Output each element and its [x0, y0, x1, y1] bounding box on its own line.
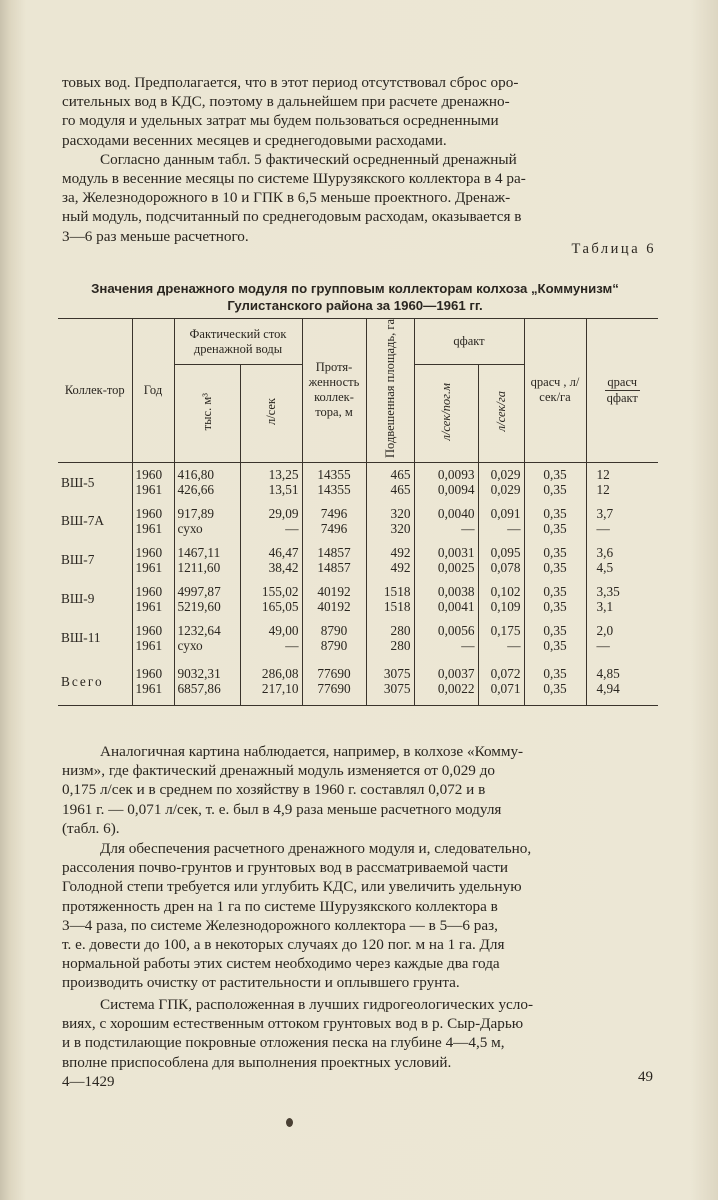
- cell-value: —: [285, 520, 299, 536]
- cell-value: 0,35: [543, 505, 567, 521]
- cell-value: 1961: [135, 520, 163, 536]
- cell-q-ha: [478, 462, 524, 501]
- text-line: Согласно данным табл. 5 фактический осредненный дренажный: [100, 150, 517, 168]
- cell-q-m: [414, 462, 478, 501]
- header-year: Год: [132, 319, 174, 463]
- header-flow-l-per-sec-text: л/сек: [263, 397, 278, 425]
- table-caption: Таблица 6: [571, 241, 656, 257]
- text-line: сительных вод в КДС, поэтому в дальнейшем при расчете дренажно-: [62, 93, 510, 111]
- cell-value: 0,35: [543, 637, 567, 653]
- table-title: [55, 280, 655, 314]
- ratio-denominator: qфакт: [606, 390, 638, 405]
- cell-q-ha: [478, 540, 524, 579]
- cell-value: 165,05: [261, 598, 299, 614]
- cell-value: 155,02: [261, 583, 299, 599]
- cell-flow-m3: [174, 579, 240, 618]
- table-row: [58, 657, 658, 705]
- text-line: рассоления почво-грунтов и грунтовых вод в рассматриваемой части: [62, 859, 509, 877]
- cell-value: 3,1: [596, 598, 614, 614]
- table-title-line: Значения дренажного модуля по групповым коллекторам колхоза „Коммунизм“: [91, 281, 619, 296]
- cell-value: 0,0031: [437, 544, 475, 560]
- cell-value: 0,0093: [437, 466, 475, 482]
- cell-value: 4,85: [596, 665, 620, 681]
- text-line: т. е. довести до 100, а в некоторых случаях до 120 пог. м на 1 га. Для: [62, 936, 505, 954]
- collector-name: ВШ-11: [58, 618, 132, 657]
- cell-ratio: [586, 579, 658, 618]
- cell-length: [302, 657, 366, 705]
- cell-value: 14355: [317, 482, 351, 498]
- table-row: [58, 501, 658, 540]
- cell-flow-ls: [240, 579, 302, 618]
- text-line: расходами весенних месяцев и среднегодовыми расходами.: [62, 131, 447, 149]
- header-area: [366, 319, 414, 463]
- cell-value: —: [507, 520, 521, 536]
- cell-q-ha: [478, 618, 524, 657]
- cell-value: 1467,11: [177, 544, 221, 560]
- cell-value: 0,0041: [437, 598, 475, 614]
- body-paragraph-3: [62, 995, 654, 1072]
- header-q-fact-per-m: [414, 365, 478, 463]
- cell-area: [366, 462, 414, 501]
- cell-length: [302, 618, 366, 657]
- cell-value: 0,175: [490, 622, 521, 638]
- cell-value: 77690: [317, 681, 351, 697]
- cell-q-calc: [524, 657, 586, 705]
- cell-value: 0,029: [490, 466, 521, 482]
- cell-q-calc: [524, 618, 586, 657]
- cell-value: 3,6: [596, 544, 614, 560]
- cell-value: 1960: [135, 544, 163, 560]
- cell-value: —: [596, 637, 610, 653]
- cell-value: 492: [390, 559, 411, 575]
- cell-value: 7496: [320, 505, 348, 521]
- cell-value: 0,0056: [437, 622, 475, 638]
- cell-flow-m3: [174, 540, 240, 579]
- cell-value: сухо: [177, 520, 203, 536]
- cell-value: 46,47: [268, 544, 299, 560]
- header-q-fact-per-m-text: л/сек/пог.м: [438, 382, 453, 441]
- text-line: Аналогичная картина наблюдается, например, в колхозе «Комму-: [100, 743, 524, 760]
- cell-value: 286,08: [261, 665, 299, 681]
- header-q-calc: qрасч , л/сек/га: [524, 319, 586, 463]
- body-paragraph-1: [62, 742, 654, 838]
- cell-value: 1961: [135, 637, 163, 653]
- cell-ratio: [586, 618, 658, 657]
- cell-q-ha: [478, 501, 524, 540]
- cell-years: [132, 618, 174, 657]
- cell-flow-m3: [174, 501, 240, 540]
- cell-q-m: [414, 657, 478, 705]
- cell-value: 0,35: [543, 583, 567, 599]
- text-line: вполне приспособлена для выполнения проектных условий.: [62, 1053, 452, 1071]
- cell-ratio: [586, 540, 658, 579]
- printer-signature: 4—1429: [62, 1074, 115, 1090]
- cell-value: 3,35: [596, 583, 620, 599]
- cell-q-m: [414, 540, 478, 579]
- cell-years: [132, 657, 174, 705]
- cell-value: 0,35: [543, 598, 567, 614]
- cell-value: 5219,60: [177, 598, 221, 614]
- cell-q-calc: [524, 462, 586, 501]
- cell-value: 0,35: [543, 622, 567, 638]
- cell-value: 465: [390, 466, 411, 482]
- cell-value: 0,0040: [437, 505, 475, 521]
- text-line: и в подстилающие покровные отложения песка на глубине 4—4,5 м,: [62, 1034, 505, 1052]
- intro-paragraph: [62, 73, 654, 246]
- table-row: [58, 618, 658, 657]
- header-length: Протя-женность коллек-тора, м: [302, 319, 366, 463]
- cell-flow-ls: [240, 540, 302, 579]
- cell-flow-ls: [240, 462, 302, 501]
- cell-value: 4,5: [596, 559, 614, 575]
- cell-value: 1232,64: [177, 622, 221, 638]
- cell-value: 4997,87: [177, 583, 221, 599]
- text-line: Система ГПК, расположенная в лучших гидрогеологических усло-: [100, 996, 534, 1013]
- cell-years: [132, 501, 174, 540]
- cell-value: 0,0025: [437, 559, 475, 575]
- cell-value: 0,072: [490, 665, 521, 681]
- cell-flow-m3: [174, 462, 240, 501]
- table-row: [58, 462, 658, 501]
- header-q-fact-per-ha-text: л/сек/га: [493, 391, 508, 432]
- text-line: 1961 г. — 0,071 л/сек, т. е. был в 4,9 раза меньше расчетного модуля: [62, 800, 502, 818]
- cell-value: 12: [596, 466, 610, 482]
- cell-value: 0,0094: [437, 482, 475, 498]
- cell-value: —: [596, 520, 610, 536]
- ratio-fraction: [605, 375, 640, 406]
- header-area-text: Подвешенная площадь, га: [382, 319, 397, 458]
- cell-value: 49,00: [268, 622, 299, 638]
- cell-length: [302, 501, 366, 540]
- cell-value: 1961: [135, 681, 163, 697]
- drainage-module-table: [58, 318, 658, 706]
- cell-value: 1960: [135, 466, 163, 482]
- cell-value: 0,35: [543, 665, 567, 681]
- cell-value: 4,94: [596, 681, 620, 697]
- cell-area: [366, 501, 414, 540]
- cell-length: [302, 462, 366, 501]
- cell-value: 38,42: [268, 559, 299, 575]
- cell-q-calc: [524, 579, 586, 618]
- cell-q-m: [414, 501, 478, 540]
- cell-value: 1211,60: [177, 559, 221, 575]
- cell-length: [302, 579, 366, 618]
- cell-value: 0,35: [543, 482, 567, 498]
- header-q-fact: qфакт: [414, 319, 524, 365]
- cell-value: 217,10: [261, 681, 299, 697]
- text-line: низм», где фактический дренажный модуль изменяется от 0,029 до: [62, 762, 496, 780]
- cell-value: 0,0038: [437, 583, 475, 599]
- cell-value: 6857,86: [177, 681, 221, 697]
- header-ratio: [586, 319, 658, 463]
- cell-value: 3,7: [596, 505, 614, 521]
- cell-value: 7496: [320, 520, 348, 536]
- collector-name: ВШ-7: [58, 540, 132, 579]
- cell-value: 0,35: [543, 681, 567, 697]
- cell-value: —: [461, 520, 475, 536]
- ratio-numerator: qрасч: [605, 375, 640, 391]
- cell-value: 14857: [317, 544, 351, 560]
- cell-q-calc: [524, 540, 586, 579]
- cell-value: 1960: [135, 622, 163, 638]
- cell-value: 0,0022: [437, 681, 475, 697]
- ink-speck: [286, 1118, 293, 1127]
- text-line: Для обеспечения расчетного дренажного модуля и, следовательно,: [100, 840, 532, 857]
- cell-flow-m3: [174, 657, 240, 705]
- text-line: за, Железнодорожного в 10 и ГПК в 6,5 меньше проектного. Дренаж-: [62, 189, 511, 207]
- text-line: 3—4 раза, по системе Железнодорожного коллектора — в 5—6 раз,: [62, 916, 498, 934]
- collector-name: ВШ-5: [58, 462, 132, 501]
- cell-flow-ls: [240, 618, 302, 657]
- collector-name: ВШ-7А: [58, 501, 132, 540]
- cell-value: 1518: [383, 583, 411, 599]
- text-line: (табл. 6).: [62, 819, 120, 837]
- cell-value: 14857: [317, 559, 351, 575]
- page-number: 49: [638, 1069, 653, 1085]
- header-flow-l-per-sec: [240, 365, 302, 463]
- cell-value: 1961: [135, 598, 163, 614]
- cell-value: 320: [390, 505, 411, 521]
- cell-value: 492: [390, 544, 411, 560]
- cell-value: 0,102: [490, 583, 521, 599]
- cell-value: 917,89: [177, 505, 215, 521]
- cell-value: 13,25: [268, 466, 299, 482]
- cell-value: 2,0: [596, 622, 614, 638]
- cell-length: [302, 540, 366, 579]
- cell-value: 3075: [383, 665, 411, 681]
- body-paragraph-2: [62, 839, 654, 993]
- cell-value: 13,51: [268, 482, 299, 498]
- header-flow-thousand-m3: [174, 365, 240, 463]
- cell-flow-m3: [174, 618, 240, 657]
- cell-value: 77690: [317, 665, 351, 681]
- table-title-line: Гулистанского района за 1960—1961 гг.: [227, 298, 483, 313]
- cell-value: 14355: [317, 466, 351, 482]
- cell-value: 1961: [135, 482, 163, 498]
- cell-value: 29,09: [268, 505, 299, 521]
- text-line: протяженность дрен на 1 га по системе Шурузякского коллектора в: [62, 897, 498, 915]
- cell-value: 0,109: [490, 598, 521, 614]
- cell-value: 416,80: [177, 466, 215, 482]
- cell-value: 40192: [317, 583, 351, 599]
- cell-value: 12: [596, 482, 610, 498]
- cell-area: [366, 540, 414, 579]
- cell-value: —: [285, 637, 299, 653]
- cell-value: 0,091: [490, 505, 521, 521]
- cell-years: [132, 540, 174, 579]
- cell-value: 0,071: [490, 681, 521, 697]
- cell-value: 426,66: [177, 482, 215, 498]
- cell-q-ha: [478, 657, 524, 705]
- cell-value: 0,095: [490, 544, 521, 560]
- cell-value: сухо: [177, 637, 203, 653]
- cell-flow-ls: [240, 657, 302, 705]
- text-line: производить очистку от растительности и оплывшего грунта.: [62, 974, 460, 992]
- cell-value: 0,35: [543, 466, 567, 482]
- cell-ratio: [586, 657, 658, 705]
- cell-value: —: [461, 637, 475, 653]
- cell-ratio: [586, 462, 658, 501]
- text-line: ный модуль, подсчитанный по среднегодовым расходам, оказывается в: [62, 208, 522, 226]
- text-line: нормальной работы этих систем необходимо через каждые два года: [62, 955, 500, 973]
- header-flow-thousand-m3-text: тыс. м³: [199, 392, 214, 431]
- cell-area: [366, 657, 414, 705]
- cell-value: 0,0037: [437, 665, 475, 681]
- cell-flow-ls: [240, 501, 302, 540]
- cell-years: [132, 579, 174, 618]
- text-line: го модуля и удельных затрат мы будем пользоваться осредненными: [62, 112, 499, 130]
- table-row: [58, 579, 658, 618]
- text-line: модуль в весенние месяцы по системе Шурузякского коллектора в 4 ра-: [62, 170, 526, 188]
- cell-q-ha: [478, 579, 524, 618]
- cell-value: 0,078: [490, 559, 521, 575]
- cell-value: 3075: [383, 681, 411, 697]
- header-q-fact-per-ha: [478, 365, 524, 463]
- cell-ratio: [586, 501, 658, 540]
- header-flow-group: Фактический сток дренажной воды: [174, 319, 302, 365]
- text-line: виях, с хорошим естественным оттоком грунтовых вод в р. Сыр-Дарью: [62, 1015, 524, 1033]
- cell-value: 8790: [320, 637, 348, 653]
- cell-value: 1961: [135, 559, 163, 575]
- cell-value: 9032,31: [177, 665, 221, 681]
- cell-value: 1960: [135, 505, 163, 521]
- collector-name: ВШ-9: [58, 579, 132, 618]
- cell-value: 0,029: [490, 482, 521, 498]
- cell-value: 1960: [135, 665, 163, 681]
- collector-name: Всего: [58, 657, 132, 705]
- table-row: [58, 540, 658, 579]
- cell-value: 320: [390, 520, 411, 536]
- header-collector: Коллек-тор: [58, 319, 132, 463]
- text-line: Голодной степи требуется или углубить КДС, или увеличить удельную: [62, 878, 522, 896]
- cell-value: —: [507, 637, 521, 653]
- cell-value: 1518: [383, 598, 411, 614]
- cell-q-m: [414, 618, 478, 657]
- cell-q-m: [414, 579, 478, 618]
- cell-value: 1960: [135, 583, 163, 599]
- cell-value: 280: [390, 637, 411, 653]
- text-line: товых вод. Предполагается, что в этот период отсутствовал сброс оро-: [62, 74, 519, 91]
- cell-value: 0,35: [543, 520, 567, 536]
- cell-value: 0,35: [543, 544, 567, 560]
- text-line: 0,175 л/сек и в среднем по хозяйству в 1960 г. составлял 0,072 и в: [62, 781, 486, 799]
- cell-area: [366, 579, 414, 618]
- cell-value: 40192: [317, 598, 351, 614]
- cell-value: 465: [390, 482, 411, 498]
- cell-years: [132, 462, 174, 501]
- cell-q-calc: [524, 501, 586, 540]
- text-line: 3—6 раз меньше расчетного.: [62, 227, 249, 245]
- cell-value: 8790: [320, 622, 348, 638]
- cell-value: 280: [390, 622, 411, 638]
- cell-area: [366, 618, 414, 657]
- cell-value: 0,35: [543, 559, 567, 575]
